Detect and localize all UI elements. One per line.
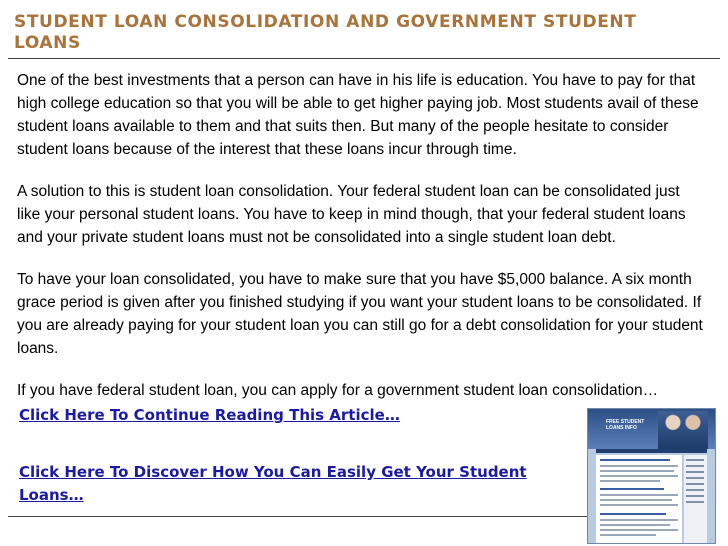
thumbnail-header-text: FREE STUDENT LOANS INFO [606,419,645,431]
thumbnail-sidebar-line [686,501,704,503]
thumbnail-line [600,494,678,496]
thumbnail-sidebar-line [686,465,704,467]
thumbnail-line [600,499,672,501]
continue-reading-link[interactable]: Click Here To Continue Reading This Article… [19,406,400,424]
thumbnail-line [600,504,678,506]
thumbnail-sidebar-line [686,483,704,485]
thumbnail-line [600,465,678,467]
thumbnail-line [600,480,660,482]
thumbnail-line [600,475,678,477]
thumbnail-line [600,529,678,531]
thumbnail-sidebar-line [686,477,704,479]
article-body [17,69,707,421]
paragraph-2: A solution to this is student loan consolidation. Your federal student loan can be consolidated just like your personal student loans. You have to keep in mind though, that your federal student loans and your private student loans must not be consolidated into a single student loan debt. [17,183,686,246]
thumbnail-sidebar-line [686,471,704,473]
thumbnail-sidebar-line [686,495,704,497]
thumbnail-sidebar-line [686,489,704,491]
article-title: STUDENT LOAN CONSOLIDATION AND GOVERNMENT STUDENT LOANS [14,12,637,53]
top-divider [8,58,720,59]
thumbnail-nav-bar [596,449,707,453]
thumbnail-content-area [596,455,682,543]
thumbnail-line [600,470,674,472]
thumbnail-sidebar [684,455,707,543]
thumbnail-line [600,524,670,526]
thumbnail-line [600,459,670,461]
students-photo-icon [658,411,708,449]
bottom-divider [8,516,592,517]
discover-loans-link[interactable]: Click Here To Discover How You Can Easily Get Your Student Loans… [19,463,527,504]
paragraph-3: To have your loan consolidated, you have to make sure that you have $5,000 balance. A six month grace period is given after you finished studying if you want your student loans to be consolidated. If you are already paying for your student loan you can still go for a debt consolidation for your student loans. [17,271,703,357]
thumbnail-line [600,513,666,515]
thumbnail-sidebar-line [686,459,704,461]
paragraph-1: One of the best investments that a person can have in his life is education. You have to pay for that high college education so that you will be able to get higher paying job. Most students avail of these student loans available to them and that suits then. But many of the people hesitate to consider student loans because of the interest that these loans incur through time. [17,72,699,158]
thumbnail-header [588,409,715,449]
thumbnail-line [600,488,664,490]
paragraph-4: If you have federal student loan, you can apply for a government student loan consolidation… [17,382,659,399]
website-screenshot-thumbnail[interactable] [587,408,716,544]
thumbnail-line [600,519,678,521]
thumbnail-line [600,534,656,536]
